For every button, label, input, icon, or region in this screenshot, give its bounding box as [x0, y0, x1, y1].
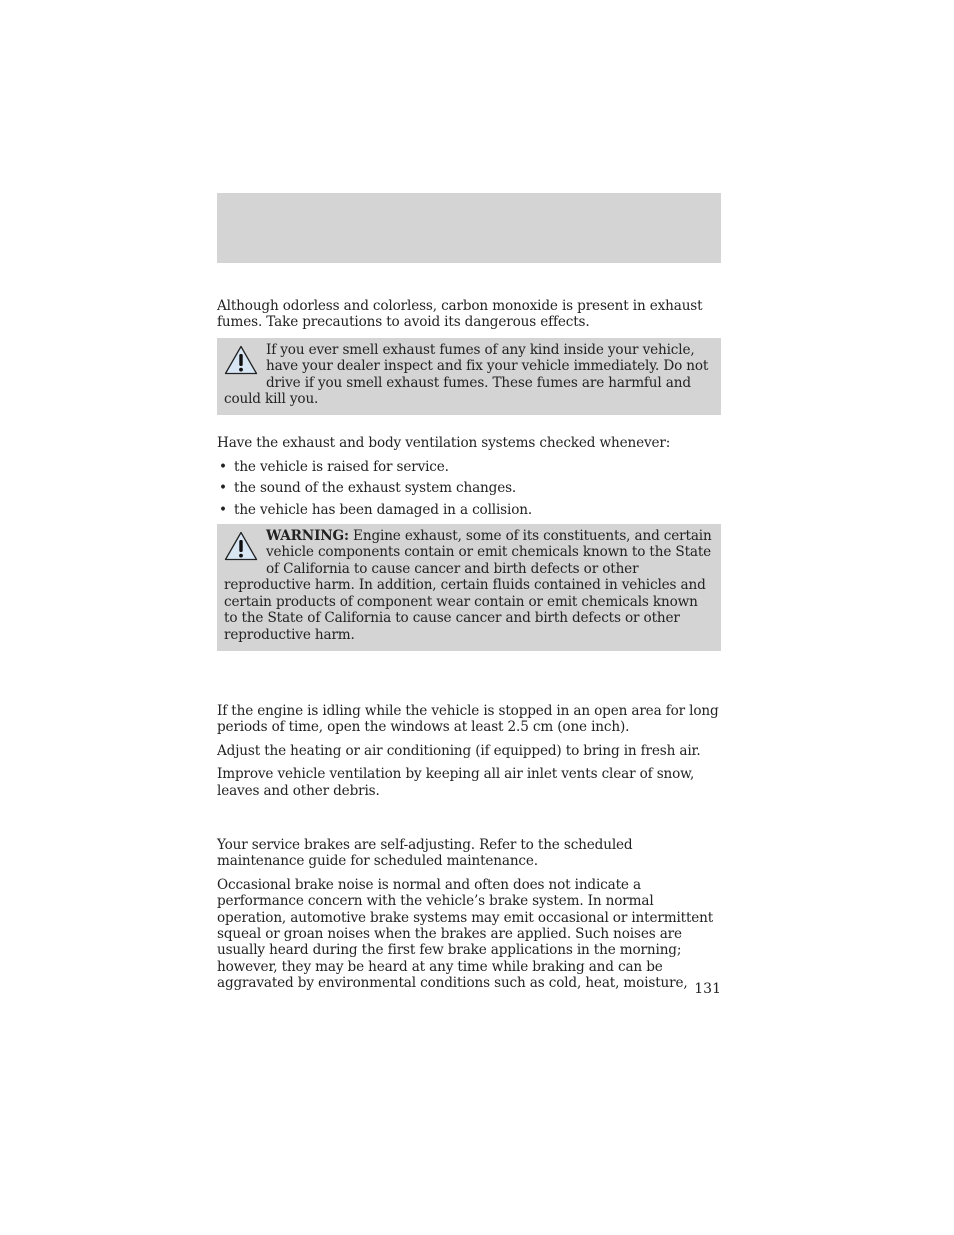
warning-triangle-icon — [224, 345, 258, 375]
checks-list — [217, 459, 721, 518]
idling-paragraph: Improve vehicle ventilation by keeping all air inlet vents clear of snow, leaves and other debris. — [217, 766, 695, 799]
warning-label: WARNING: — [266, 528, 349, 545]
bullet: • — [219, 480, 227, 497]
bullet: • — [219, 501, 227, 518]
section-header-band — [217, 193, 721, 263]
list-item: • the vehicle is raised for service. — [219, 458, 449, 475]
brakes-paragraph: Occasional brake noise is normal and often does not indicate a performance concern with the vehicle’s brake system. In normal operation, automotive brake systems may emit occasional or intermittent squeal or groan noises when the brakes are applied. Such noises are usually heard during the first few brake applications in the morning; however, they may be heard at any time while braking and can be aggravated by environmental conditions such as cold, heat, moisture, — [217, 876, 714, 992]
checks-lead: Have the exhaust and body ventilation systems checked whenever: — [217, 435, 671, 452]
bullet: • — [219, 458, 227, 475]
warning-text: If you ever smell exhaust fumes of any kind inside your vehicle, have your dealer inspect and fix your vehicle immediately. Do not drive if you smell exhaust fumes. These fumes are harmful and could kill you. — [224, 341, 709, 408]
list-item: • the vehicle has been damaged in a collision. — [219, 501, 533, 518]
intro-paragraph: Although odorless and colorless, carbon monoxide is present in exhaust fumes. Take precautions to avoid its dangerous effects. — [217, 298, 703, 331]
page-content — [217, 298, 721, 999]
idling-paragraph: If the engine is idling while the vehicle is stopped in an open area for long periods of time, open the windows at least 2.5 cm (one inch). — [217, 702, 719, 736]
warning-text: Engine exhaust, some of its constituents, and certain vehicle components contain or emit chemicals known to the State of California to cause cancer and birth defects or other reproductive harm. In addition, certain fluids contained in vehicles and certain products of component wear contain or emit chemicals known to the State of California to cause cancer and birth defects or other reproductive harm. — [224, 528, 712, 643]
brakes-paragraph: Your service brakes are self-adjusting. Refer to the scheduled maintenance guide for scheduled maintenance. — [217, 836, 633, 870]
list-item: • the sound of the exhaust system changes. — [219, 480, 517, 497]
warning-box-california — [217, 524, 721, 651]
spacer — [217, 806, 721, 837]
manual-page — [217, 0, 721, 1235]
warning-triangle-icon — [224, 531, 258, 561]
page-number: 131 — [694, 981, 721, 997]
spacer — [217, 671, 721, 703]
idling-paragraph: Adjust the heating or air conditioning (if equipped) to bring in fresh air. — [217, 742, 701, 759]
warning-box-exhaust-fumes — [217, 338, 721, 416]
